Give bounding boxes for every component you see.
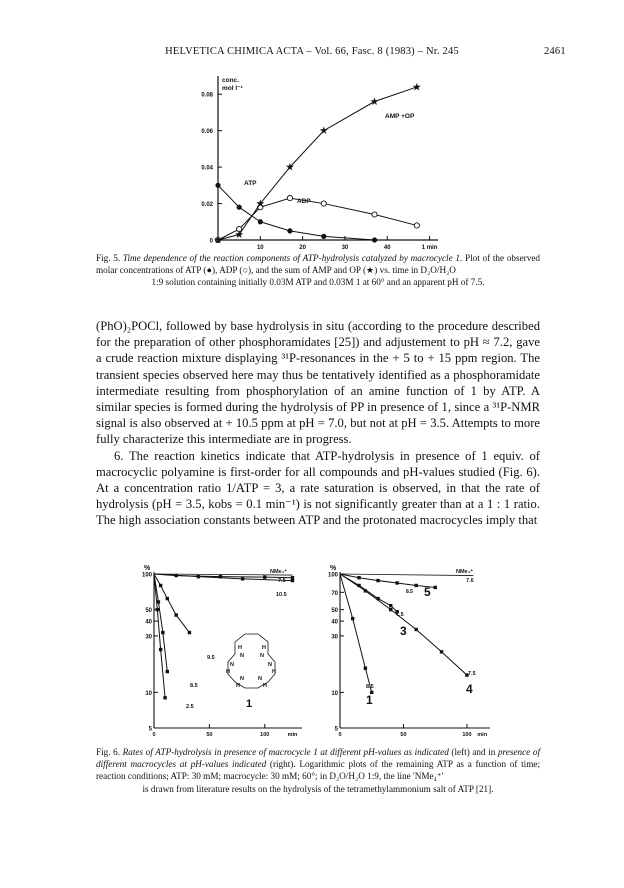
- x-tick-label: 0: [338, 732, 342, 738]
- data-point: [364, 589, 367, 592]
- label-7-5: 7.5: [278, 578, 286, 584]
- figure-5-chart: [180, 70, 450, 250]
- struct-atom-h5: H: [236, 683, 240, 689]
- fig6-line3: function of time; reaction conditions; ATP: 30 mM; macrocycle: 30 mM; 60°; in D₂O/H₂O 1:9, the line 'NMe₄⁺': [96, 759, 540, 782]
- fig5-title: Time dependence of the reaction components of ATP-hydrolysis catalyzed by macrocycle 1.: [122, 253, 463, 263]
- fig6-right: (right). Logarithmic plots of the remaining ATP as a: [269, 759, 472, 770]
- data-point: [389, 604, 392, 607]
- data-point: [157, 600, 160, 603]
- amp-op-point: ★: [235, 229, 244, 240]
- adp-point: [372, 212, 377, 217]
- struct-atom-n5: N: [240, 676, 244, 682]
- series-line: [340, 574, 473, 576]
- struct-atom-h6: H: [263, 683, 267, 689]
- ylabel-line1: conc.: [222, 77, 239, 84]
- label-3: 3: [400, 624, 407, 638]
- x-tick-label: 30: [341, 245, 349, 250]
- y-tick-label: 70: [331, 590, 338, 597]
- label-7-6: 7.6: [466, 578, 474, 584]
- series-line: [340, 574, 435, 587]
- label-7-5-mid: 7.5: [396, 612, 404, 618]
- atp-point: [215, 183, 220, 188]
- fig5-label: Fig. 5.: [96, 253, 121, 263]
- fig6-title2: presence of different macrocycles at pH-values indicated: [96, 747, 540, 770]
- data-point: [434, 586, 437, 589]
- x-tick-label: 20: [299, 245, 306, 250]
- y-tick-label: 40: [331, 619, 338, 626]
- amp-op-point: ★: [412, 81, 421, 92]
- label-nme4: NMe₄⁺: [456, 569, 474, 575]
- x-tick-label: min: [477, 732, 488, 738]
- x-tick-label: min: [287, 732, 298, 738]
- x-tick-label: 10: [256, 245, 264, 250]
- label-5: 5: [424, 585, 431, 599]
- y-tick-label: 10: [331, 690, 338, 697]
- x-tick-label: 50: [206, 732, 213, 738]
- struct-atom-n2: N: [260, 653, 264, 659]
- struct-atom-h4: H: [272, 669, 276, 675]
- figure-6-right-chart: [318, 562, 498, 738]
- body-text: [96, 318, 540, 529]
- y-tick-label: 5: [148, 726, 152, 733]
- series-line-open-circle: [218, 198, 417, 240]
- ylabel-line2: mol l⁻¹: [222, 85, 243, 92]
- data-point: [156, 608, 159, 611]
- data-point: [174, 613, 177, 616]
- atp-point: [287, 228, 292, 233]
- data-point: [376, 579, 379, 582]
- y-tick-label: 40: [145, 619, 152, 626]
- amp-op-point: ★: [319, 125, 328, 136]
- fig6-title: Rates of ATP-hydrolysis in presence of macrocycle 1 at different pH-values as indicated: [122, 747, 449, 757]
- figure-6-left-chart: [130, 562, 310, 738]
- figure-5-caption: [96, 252, 540, 289]
- y-tick-label: 0.06: [201, 129, 213, 136]
- label-4: 4: [466, 682, 473, 696]
- journal-title: HELVETICA CHIMICA ACTA – Vol. 66, Fasc. 8 (1983) – Nr. 245: [165, 46, 459, 57]
- struct-atom-n4: N: [268, 662, 272, 668]
- data-point: [161, 631, 164, 634]
- y-tick-label: 100: [327, 572, 338, 579]
- data-point: [364, 667, 367, 670]
- data-point: [197, 575, 200, 578]
- data-point: [414, 628, 417, 631]
- label-2-5: 2.5: [186, 704, 194, 710]
- label-nme4: NMe₄⁺: [270, 569, 288, 575]
- data-point: [159, 584, 162, 587]
- x-tick-label: 1 min: [421, 245, 438, 250]
- struct-atom-n1: N: [240, 653, 244, 659]
- struct-atom-h1: H: [238, 645, 242, 651]
- atp-point: [321, 234, 326, 239]
- amp-op-point: ★: [213, 235, 223, 245]
- adp-point: [287, 195, 292, 200]
- y-tick-label: 0.04: [201, 165, 213, 172]
- label-8-5-low: 8.5: [366, 684, 374, 690]
- atp-point: [258, 219, 263, 224]
- data-point: [414, 584, 417, 587]
- amp-op-point: ★: [370, 96, 379, 107]
- figure-6-caption: [96, 746, 540, 795]
- page-number: 2461: [544, 46, 566, 57]
- macrocycle-structure: [228, 634, 275, 688]
- amp-op-point: ★: [285, 162, 294, 173]
- ylabel: %: [330, 565, 337, 572]
- y-tick-label: 50: [331, 608, 338, 615]
- paragraph-1: (PhO)₂POCl, followed by base hydrolysis in situ (according to the procedure described for the preparation of other phosphoramidates [25]) and adjustement to pH ≈ 7.2, gave a crude reaction mixture displaying ³¹P-resonances in the + 5 to + 15 ppm region. The transient species observed here may thus be tentatively identified as a phosphoramidate intermediate resulting from phosphorylation of an amine function of 1 by ATP. A similar species is formed during the hydrolysis of PP in presence of 1, since a ³¹P-NMR signal is also observed at + 10.5 ppm at pH = 7.0, but not at pH = 3.5. Attempts to more fully characterize this intermediate are in progress.: [96, 319, 540, 447]
- data-point: [351, 617, 354, 620]
- ylabel: %: [144, 565, 151, 572]
- y-tick-label: 0: [209, 238, 213, 245]
- fig6-label: Fig. 6.: [96, 747, 121, 757]
- x-tick-label: 100: [260, 732, 270, 738]
- struct-atom-n6: N: [258, 676, 262, 682]
- data-point: [188, 631, 191, 634]
- data-point: [241, 577, 244, 580]
- series-line: [154, 574, 167, 672]
- data-point: [440, 650, 443, 653]
- label-7-5-low: 7.5: [468, 671, 476, 677]
- struct-atom-n3: N: [230, 662, 234, 668]
- y-tick-label: 0.08: [201, 92, 213, 99]
- x-tick-label: 40: [383, 245, 391, 250]
- data-point: [159, 648, 162, 651]
- adp-point: [321, 201, 326, 206]
- label-adp: ADP: [297, 198, 311, 205]
- label-10-5: 10.5: [276, 592, 287, 598]
- fig6-line4: is drawn from literature results on the hydrolysis of the tetramethylammonium salt of ATP [21].: [142, 783, 494, 794]
- label-8-5: 8.5: [190, 683, 198, 689]
- data-point: [263, 575, 266, 578]
- atp-point: [237, 205, 242, 210]
- y-tick-label: 10: [145, 690, 152, 697]
- label-8-5-top: 8.5: [406, 589, 413, 595]
- label-atp: ATP: [244, 180, 257, 187]
- data-point: [389, 608, 392, 611]
- fig5-line2: observed molar concentrations of ATP (●), ADP (○), and the sum of AMP and OP (★) vs. time in D₂O/H₂O: [96, 253, 540, 276]
- data-point: [357, 576, 360, 579]
- label-1: 1: [366, 693, 373, 707]
- data-point: [166, 597, 169, 600]
- data-point: [395, 581, 398, 584]
- adp-point: [414, 223, 419, 228]
- y-tick-label: 50: [145, 608, 152, 615]
- label-9-5: 9.5: [207, 655, 215, 661]
- y-tick-label: 30: [145, 634, 152, 641]
- y-tick-label: 100: [141, 572, 152, 579]
- x-tick-label: 50: [400, 732, 407, 738]
- data-point: [163, 696, 166, 699]
- x-tick-label: 0: [152, 732, 156, 738]
- series-line-star: [218, 87, 417, 240]
- struct-atom-h2: H: [262, 645, 266, 651]
- structure-label-1: 1: [246, 698, 253, 710]
- amp-op-point: ★: [256, 198, 265, 209]
- struct-atom-h3: H: [226, 669, 230, 675]
- label-amp-op: AMP +OP: [385, 113, 415, 120]
- fig6-left: (left) and in: [451, 747, 496, 757]
- atp-point: [372, 237, 377, 242]
- fig5-line1: Plot of the: [464, 253, 505, 263]
- y-tick-label: 5: [334, 726, 338, 733]
- data-point: [291, 579, 294, 582]
- x-tick-label: 100: [462, 732, 472, 738]
- paragraph-2: 6. The reaction kinetics indicate that ATP-hydrolysis in presence of 1 equiv. of macrocyclic polyamine is first-order for all compounds and pH-values studied (Fig. 6). At a concentration ratio 1/ATP = 3, a rate saturation is observed, in that the rate of hydrolysis (pH = 3.5, kobs = 0.1 min⁻¹) is not significantly greater than at a 1 : 1 ratio. The high association constants between ATP and the protonated macrocycles imply that: [96, 448, 540, 528]
- y-tick-label: 30: [331, 634, 338, 641]
- fig5-line3: 1:9 solution containing initially 0.03M ATP and 0.03M 1 at 60° and an apparent pH of 7.5.: [151, 277, 485, 288]
- y-tick-label: 0.02: [201, 202, 213, 209]
- data-point: [166, 670, 169, 673]
